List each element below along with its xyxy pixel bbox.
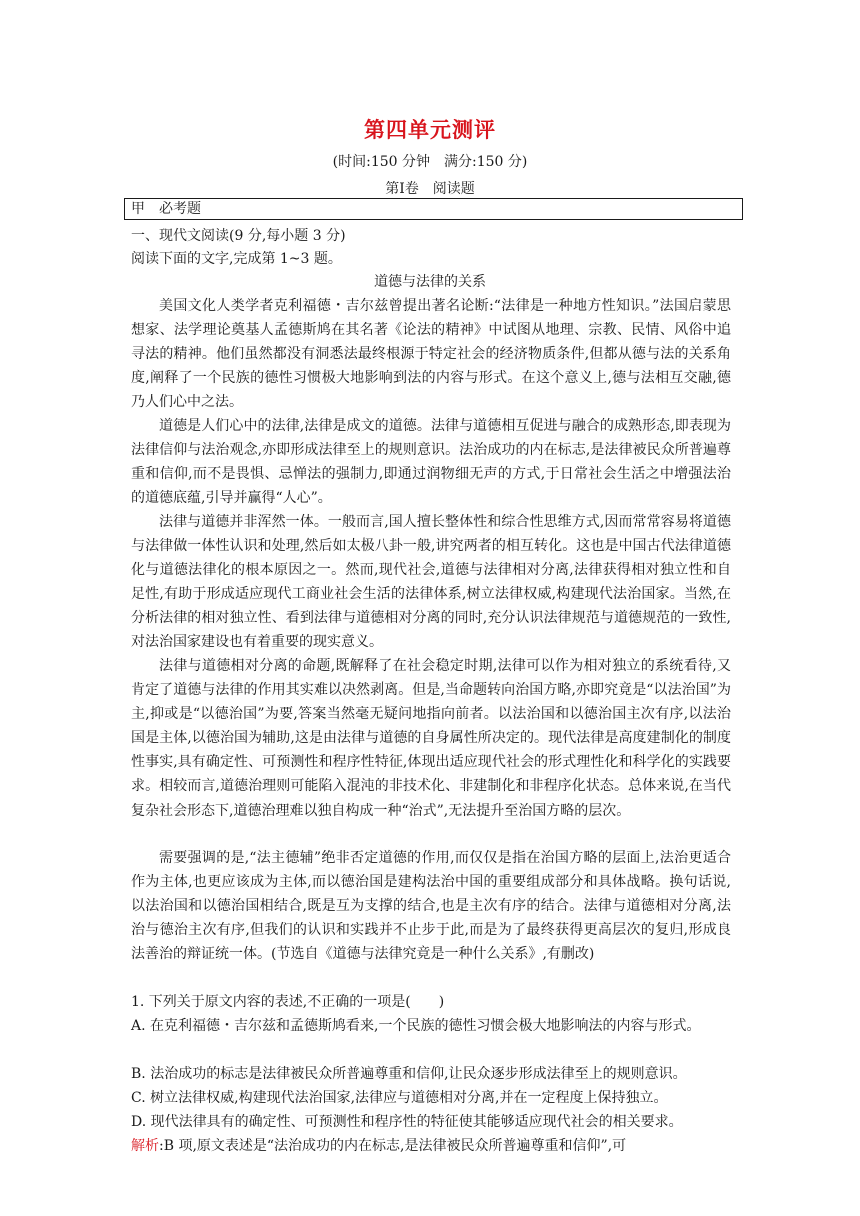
option-b: B. 法治成功的标志是法律被民众所普遍尊重和信仰,让民众逐步形成法律至上的规则意识。 xyxy=(131,1066,687,1082)
answer-explanation xyxy=(131,1134,731,1158)
section-box: 甲 必考题 xyxy=(124,198,743,220)
paragraph-5: 需要强调的是,“法主德辅”绝非否定道德的作用,而仅仅是指在治国方略的层面上,法治更适合作为主体,也更应该成为主体,而以德治国是建构法治中国的重要组成部分和具体战略。换句话说,以法治国和以德治国相结合,既是互为支撑的结合,也是主次有序的结合。法律与道德相对分离,法治与德治主次有序,但我们的认识和实践并不止步于此,而是为了最终获得更高层次的复归,形成良法善治的辩证统一体。(节选自《道德与法律究竟是一种什么关系》,有删改) xyxy=(131,850,731,963)
time-score-info: (时间:150 分钟 满分:150 分) xyxy=(332,154,528,170)
option-c: C. 树立法律权威,构建现代法治国家,法律应与道德相对分离,并在一定程度上保持独立。 xyxy=(131,1090,668,1106)
option-d: D. 现代法律具有的确定性、可预测性和程序性的特征使其能够适应现代社会的相关要求。 xyxy=(131,1114,683,1130)
section-heading: 一、现代文阅读(9 分,每小题 3 分) xyxy=(131,228,346,244)
answer-text: :B 项,原文表述是“法治成功的内在标志,是法律被民众所普遍尊重和信仰”,可 xyxy=(159,1138,627,1154)
answer-label: 解析 xyxy=(131,1138,159,1154)
instruction: 阅读下面的文字,完成第 1~3 题。 xyxy=(131,251,342,267)
paragraph-1: 美国文化人类学者克利福德・吉尔兹曾提出著名论断:“法律是一种地方性知识。”法国启蒙思想家、法学理论奠基人孟德斯鸠在其名著《论法的精神》中试图从地理、宗教、民情、风俗中追寻法的精神。他们虽然都没有洞悉法最终根源于特定社会的经济物质条件,但都从德与法的关系角度,阐释了一个民族的德性习惯极大地影响到法的内容与形式。在这个意义上,德与法相互交融,德乃人们心中之法。 xyxy=(131,298,731,411)
paragraph-3: 法律与道德并非浑然一体。一般而言,国人擅长整体性和综合性思维方式,因而常常容易将道德与法律做一体性认识和处理,然后如太极八卦一般,讲究两者的相互转化。这也是中国古代法律道德化与道德法律化的根本原因之一。然而,现代社会,道德与法律相对分离,法律获得相对独立性和自足性,有助于形成适应现代工商业社会生活的法律体系,树立法律权威,构建现代法治国家。当然,在分析法律的相对独立性、看到法律与道德相对分离的同时,充分认识法律规范与道德规范的一致性,对法治国家建设也有着重要的现实意义。 xyxy=(131,514,731,651)
article-title: 道德与法律的关系 xyxy=(374,274,486,290)
part-title: 第Ⅰ卷 阅读题 xyxy=(385,181,475,197)
paragraph-2: 道德是人们心中的法律,法律是成文的道德。法律与道德相互促进与融合的成熟形态,即表现为法律信仰与法治观念,亦即形成法律至上的规则意识。法治成功的内在标志,是法律被民众所普遍尊重和信仰,而不是畏惧、忌惮法的强制力,即通过润物细无声的方式,于日常社会生活之中增强法治的道德底蕴,引导并赢得“人心”。 xyxy=(131,418,731,507)
option-a: A. 在克利福德・吉尔兹和孟德斯鸠看来,一个民族的德性习惯会极大地影响法的内容与形式。 xyxy=(131,1018,701,1034)
paragraph-4: 法律与道德相对分离的命题,既解释了在社会稳定时期,法律可以作为相对独立的系统看待,又肯定了道德与法律的作用其实难以决然剥离。但是,当命题转向治国方略,亦即究竟是“以法治国”为主,抑或是“以德治国”为要,答案当然毫无疑问地指向前者。以法治国和以德治国主次有序,以法治国是主体,以德治国为辅助,这是由法律与道德的自身属性所决定的。现代法律是高度建制化的制度性事实,具有确定性、可预测性和程序性特征,体现出适应现代社会的形式理性化和科学化的实践要求。相较而言,道德治理则可能陷入混沌的非技术化、非建制化和非程序化状态。总体来说,在当代复杂社会形态下,道德治理难以独自构成一种“治式”,无法提升至治国方略的层次。 xyxy=(131,658,731,819)
question-stem: 1. 下列关于原文内容的表述,不正确的一项是( ) xyxy=(131,994,445,1010)
document-title: 第四单元测评 xyxy=(364,118,496,142)
